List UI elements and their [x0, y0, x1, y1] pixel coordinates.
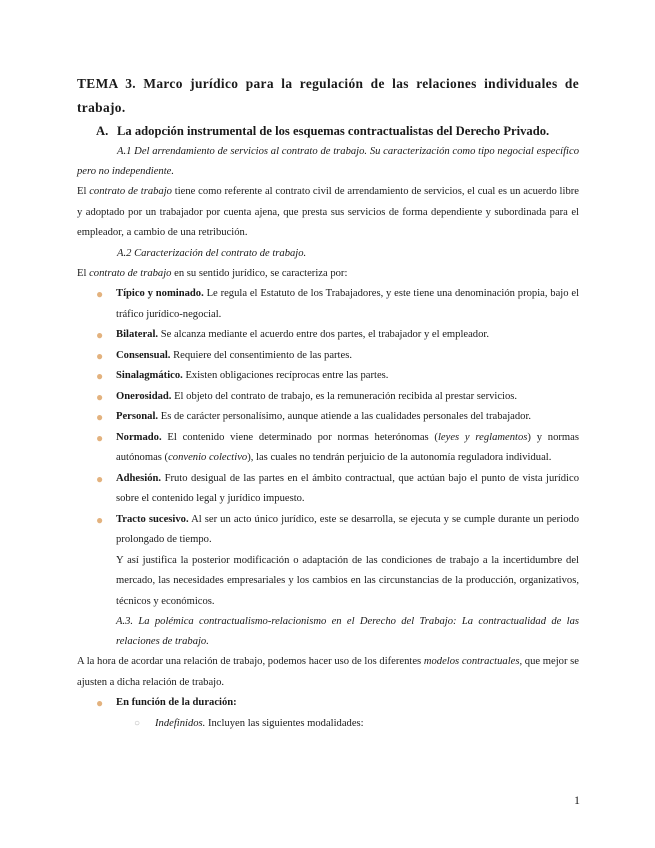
section-a-heading [77, 122, 579, 141]
characteristics-list [77, 284, 579, 612]
subheading-a2: A.2 Caracterización del contrato de trabajo. [117, 247, 307, 259]
list-item: ● Adhesión. Fruto desigual de las partes en el ámbito contractual, que actúan bajo el punto de vista jurídico sobre el contenido legal y jurídico impuesto. [77, 469, 579, 510]
subheading-a1: A.1 Del arrendamiento de servicios al contrato de trabajo. Su caracterización como tipo negocial específico pero no independiente. [77, 146, 579, 177]
bullet-icon: ● [96, 328, 104, 342]
list-item: ● Tracto sucesivo. Al ser un acto único jurídico, este se desarrolla, se ejecuta y se cumple durante un periodo prolongado de tiempo. [77, 510, 579, 551]
paragraph-modelos: A la hora de acordar una relación de trabajo, podemos hacer uso de los diferentes modelos contractuales, que mejor se ajusten a dicha relación de trabajo. [77, 656, 579, 688]
emphasis-contrato: contrato de trabajo [89, 186, 172, 197]
list-item-duracion: ● En función de la duración: [77, 693, 579, 714]
circle-bullet-icon: ○ [134, 717, 141, 729]
sublist-item-indefinidos: ○ Indefinidos. Incluyen las siguientes modalidades: [77, 714, 579, 735]
subheading-a3: A.3. La polémica contractualismo-relacionismo en el Derecho del Trabajo: La contractualidad de las relaciones de trabajo. [116, 616, 579, 647]
list-item: ● Sinalagmático. Existen obligaciones recíprocas entre las partes. [77, 366, 579, 387]
bullet-icon: ● [96, 471, 104, 486]
list-continuation: Y así justifica la posterior modificación o adaptación de las condiciones de trabajo a la incertidumbre del mercado, las necesidades empresariales y los cambios en las circunstancias de la producción, organizativos, técnicos y económicos. [116, 554, 579, 607]
section-a-label: A. [96, 124, 109, 138]
paragraph-caracteriza: El contrato de trabajo en su sentido jurídico, se caracteriza por: [77, 267, 348, 279]
bullet-icon: ● [96, 348, 104, 363]
bullet-icon: ● [96, 287, 104, 301]
bullet-icon: ● [96, 430, 104, 445]
bullet-icon: ● [96, 389, 104, 404]
list-item: ● Típico y nominado. Le regula el Estatuto de los Trabajadores, y este tiene una denominación propia, bajo el tráfico jurídico-negocial. [77, 284, 579, 325]
paragraph-contrato: El contrato de trabajo tiene como referente al contrato civil de arrendamiento de servicios, el cual es un acuerdo libre y adoptado por un trabajador por cuenta ajena, que presta sus servicios de forma dependiente y subordinada para el empleador, a cambio de una retribución. [77, 186, 579, 238]
list-item-normado: ● Normado. El contenido viene determinado por normas heterónomas (leyes y reglamentos) y normas autónomas (convenio colectivo), las cuales no tendrán perjuicio de la autonomía reguladora individual. [77, 428, 579, 469]
bullet-icon: ● [96, 410, 104, 424]
list-item: ● Bilateral. Se alcanza mediante el acuerdo entre dos partes, el trabajador y el empleador. [77, 325, 579, 346]
page-content [77, 72, 579, 734]
list-item: ● Consensual. Requiere del consentimiento de las partes. [77, 346, 579, 367]
emphasis-contrato-2: contrato de trabajo [89, 267, 172, 279]
bullet-icon: ● [96, 369, 104, 383]
page-number: 1 [574, 793, 580, 807]
emphasis-modelos: modelos contractuales, [423, 656, 523, 667]
list-item: ● Personal. Es de carácter personalísimo, aunque atiende a las cualidades personales del trabajador. [77, 407, 579, 428]
bullet-icon: ● [96, 696, 104, 710]
bullet-icon: ● [96, 512, 104, 527]
list-item: ● Onerosidad. El objeto del contrato de trabajo, es la remuneración recibida al prestar servicios. [77, 387, 579, 408]
document-title: TEMA 3. Marco jurídico para la regulación de las relaciones individuales de trabajo. [77, 76, 579, 115]
section-a-text: La adopción instrumental de los esquemas contractualistas del Derecho Privado. [117, 124, 550, 138]
